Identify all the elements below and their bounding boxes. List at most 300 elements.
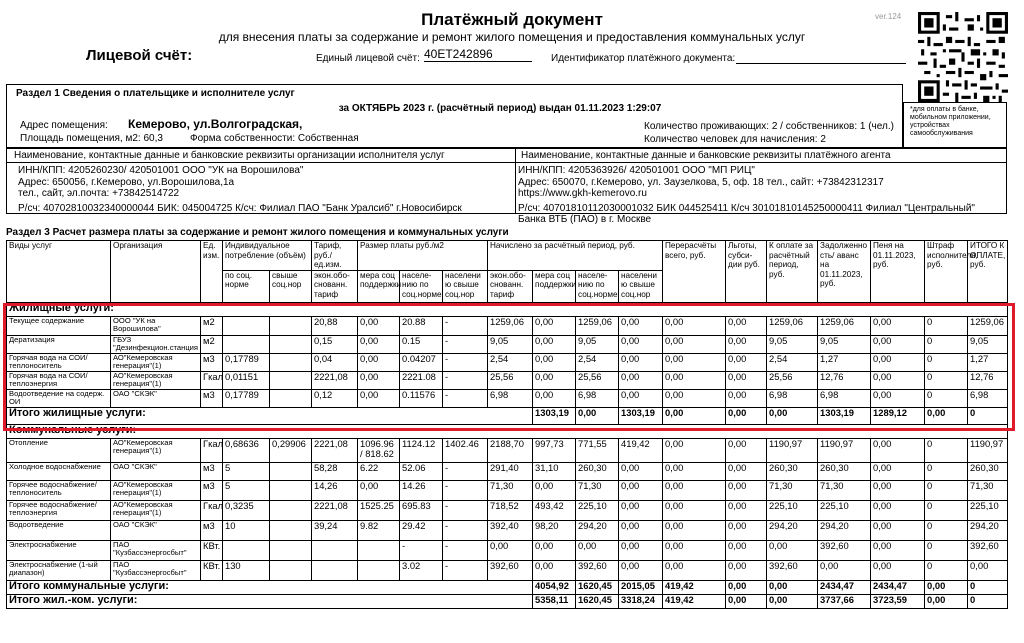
- header-payment-over: населени ю свыше соц.нор: [443, 270, 488, 302]
- cell-pover: -: [443, 353, 488, 371]
- cell-norm: 0,01151: [223, 371, 270, 389]
- cell-fine: 0: [925, 540, 968, 560]
- cell-recalc: 0,00: [663, 520, 726, 540]
- cell-asup: 0,00: [533, 540, 576, 560]
- header-indiv-over: свыше соц.нор: [270, 270, 312, 302]
- service-org: ОАО "СКЭК": [111, 520, 201, 540]
- cell-norm: [223, 540, 270, 560]
- requisites-header-line: [6, 162, 1007, 163]
- cell-recalc: 0,00: [663, 560, 726, 580]
- header-payment: Размер платы руб./м2: [358, 241, 488, 271]
- cell-pnorm: 20.88: [400, 316, 443, 335]
- cell-recalc: 0,00: [663, 540, 726, 560]
- table-row: [7, 540, 1008, 560]
- cell-norm: 0,3235: [223, 500, 270, 520]
- header-debt: Задолженно сть/ аванс на 01.11.2023, руб.: [818, 241, 871, 303]
- cell-asup: 997,73: [533, 438, 576, 462]
- service-name: Горячая вода на СОИ/теплоноситель: [7, 353, 111, 371]
- cell-support: 0,00: [358, 316, 400, 335]
- cell-benef: 0,00: [726, 560, 767, 580]
- total-label: Итого коммунальные услуги:: [7, 580, 533, 594]
- table-row: [7, 462, 1008, 480]
- agent-line: ИНН/КПП: 4205363926/ 420501001 ООО "МП РИЦ": [518, 165, 755, 176]
- cell-pover: -: [443, 389, 488, 407]
- cell-topay: 9,05: [767, 335, 818, 353]
- executor-details: [18, 165, 462, 214]
- agent-details: [518, 165, 975, 226]
- cell-support: 0,00: [358, 335, 400, 353]
- cell-support: 0,00: [358, 389, 400, 407]
- unified-account-value: 40ЕТ242896: [424, 47, 532, 62]
- service-unit: Гкал: [201, 500, 223, 520]
- cell-pover: -: [443, 540, 488, 560]
- cell-benef: 0,00: [726, 316, 767, 335]
- service-org: АО"Кемеровская генерация"(1): [111, 438, 201, 462]
- cell-total: 260,30: [968, 462, 1008, 480]
- cell-fine: 0: [925, 560, 968, 580]
- total-topay: 2434,47: [818, 580, 871, 594]
- cell-acc: 392,40: [488, 520, 533, 540]
- cell-tariff: 0,04: [312, 353, 358, 371]
- cell-pover: 1402.46: [443, 438, 488, 462]
- cell-pnorm: -: [400, 540, 443, 560]
- cell-norm: 5: [223, 480, 270, 500]
- cell-anorm: 2,54: [576, 353, 619, 371]
- cell-anorm: 260,30: [576, 462, 619, 480]
- total-label: Итого жилищные услуги:: [7, 407, 533, 424]
- header-accrued-over: населени ю свыше соц.нор: [619, 270, 663, 302]
- cell-anorm: 392,60: [576, 560, 619, 580]
- cell-debt: 294,20: [818, 520, 871, 540]
- header-tariff-econ: экон.обо-снованн. тариф: [312, 270, 358, 302]
- total-anorm: 3318,24: [619, 594, 663, 608]
- service-org: ГБУЗ "Дезинфекцион.станция: [111, 335, 201, 353]
- cell-pover: -: [443, 316, 488, 335]
- cell-pover: -: [443, 371, 488, 389]
- table-row: [7, 560, 1008, 580]
- cell-acc: 2188,70: [488, 438, 533, 462]
- cell-over: [270, 540, 312, 560]
- cell-debt: 392,60: [818, 540, 871, 560]
- cell-benef: 0,00: [726, 335, 767, 353]
- service-unit: м3: [201, 462, 223, 480]
- service-unit: м2: [201, 335, 223, 353]
- cell-asup: 0,00: [533, 480, 576, 500]
- cell-recalc: 0,00: [663, 438, 726, 462]
- cell-topay: 260,30: [767, 462, 818, 480]
- agent-line: Адрес: 650070, г.Кемерово, ул. Заузелкова, 5, оф. 18 тел., сайт: +73842312317: [518, 176, 884, 188]
- cell-pnorm: 695.83: [400, 500, 443, 520]
- cell-debt: 260,30: [818, 462, 871, 480]
- cell-asup: 0,00: [533, 371, 576, 389]
- cell-topay: 25,56: [767, 371, 818, 389]
- cell-topay: 225,10: [767, 500, 818, 520]
- total-aover: 0,00: [663, 407, 726, 424]
- cell-total: 1259,06: [968, 316, 1008, 335]
- service-org: АО"Кемеровская генерация"(1): [111, 500, 201, 520]
- cell-asup: 0,00: [533, 353, 576, 371]
- cell-norm: 0,17789: [223, 353, 270, 371]
- header-recalc: Перерасчёты всего, руб.: [663, 241, 726, 303]
- total-label: Итого жил.-ком. услуги:: [7, 594, 533, 608]
- executor-heading: Наименование, контактные данные и банковские реквизиты организации исполнителя услуг: [14, 150, 445, 161]
- cell-over: [270, 480, 312, 500]
- cell-recalc: 0,00: [663, 389, 726, 407]
- cell-aover: 0,00: [619, 560, 663, 580]
- table-row: [7, 500, 1008, 520]
- cell-tariff: 39,24: [312, 520, 358, 540]
- table-row: [7, 480, 1008, 500]
- service-org: ООО "УК на Ворошилова": [111, 316, 201, 335]
- cell-acc: 2,54: [488, 353, 533, 371]
- area-info: Площадь помещения, м2: 60,3: [20, 133, 163, 144]
- total-anorm: 1303,19: [619, 407, 663, 424]
- cell-topay: 71,30: [767, 480, 818, 500]
- total-topay: 3737,66: [818, 594, 871, 608]
- utility-group-title: Коммунальные услуги:: [7, 424, 1008, 438]
- header-benefits: Льготы, субси-дии руб.: [726, 241, 767, 303]
- cell-topay: 392,60: [767, 560, 818, 580]
- service-name: Водоотведение: [7, 520, 111, 540]
- header-accrued-support: мера соц поддержки: [533, 270, 576, 302]
- cell-anorm: 1259,06: [576, 316, 619, 335]
- total-benef: 0,00: [767, 580, 818, 594]
- service-unit: Гкал: [201, 438, 223, 462]
- cell-recalc: 0,00: [663, 480, 726, 500]
- cell-aover: 0,00: [619, 540, 663, 560]
- cell-fine: 0: [925, 316, 968, 335]
- service-name: Текущее содержание: [7, 316, 111, 335]
- cell-anorm: 6,98: [576, 389, 619, 407]
- total-aover: 419,42: [663, 580, 726, 594]
- header-accrued-econ: экон.обо-снованн. тариф: [488, 270, 533, 302]
- cell-acc: 9,05: [488, 335, 533, 353]
- cell-aover: 0,00: [619, 316, 663, 335]
- total-fine: 0: [968, 580, 1008, 594]
- cell-pen: 0,00: [871, 438, 925, 462]
- cell-tariff: 58,28: [312, 462, 358, 480]
- cell-pnorm: 0.04207: [400, 353, 443, 371]
- unified-account-label: Единый лицевой счёт:: [316, 53, 420, 64]
- cell-total: 1,27: [968, 353, 1008, 371]
- cell-support: [358, 540, 400, 560]
- header-indiv-norm: по соц. норме: [223, 270, 270, 302]
- executor-line: ИНН/КПП: 4205260230/ 420501001 ООО "УК на Ворошилова": [18, 165, 304, 176]
- executor-line: Р/сч: 40702810032340000044 БИК: 045004725 К/сч: Филиал ПАО "Банк Уралсиб" г.Новосибирск: [18, 202, 462, 214]
- cell-tariff: 2221,08: [312, 500, 358, 520]
- cell-over: [270, 560, 312, 580]
- cell-pover: -: [443, 480, 488, 500]
- cell-debt: 9,05: [818, 335, 871, 353]
- address-label: Адрес помещения:: [20, 120, 108, 131]
- total-asup: 1620,45: [576, 580, 619, 594]
- cell-topay: 294,20: [767, 520, 818, 540]
- cell-aover: 0,00: [619, 335, 663, 353]
- service-org: ПАО "Кузбассэнергосбыт": [111, 540, 201, 560]
- service-name: Электроснабжение: [7, 540, 111, 560]
- service-name: Отопление: [7, 438, 111, 462]
- total-debt: 2434,47: [871, 580, 925, 594]
- agent-line: Банка ВТБ (ПАО) в г. Москве: [518, 214, 652, 225]
- cell-asup: 0,00: [533, 560, 576, 580]
- payment-id-line: [736, 63, 906, 64]
- cell-acc: 718,52: [488, 500, 533, 520]
- residents-info: Количество проживающих: 2 / собственников: 1 (чел.): [644, 121, 894, 132]
- total-fine: 0: [968, 594, 1008, 608]
- cell-acc: 0,00: [488, 540, 533, 560]
- cell-debt: 12,76: [818, 371, 871, 389]
- cell-anorm: 294,20: [576, 520, 619, 540]
- cell-total: 71,30: [968, 480, 1008, 500]
- cell-recalc: 0,00: [663, 462, 726, 480]
- header-tariff: Тариф, руб./ед.изм.: [312, 241, 358, 271]
- cell-tariff: 0,15: [312, 335, 358, 353]
- total-acc: 1303,19: [533, 407, 576, 424]
- cell-over: [270, 500, 312, 520]
- qr-code-icon: [918, 12, 1008, 102]
- total-pen: 0,00: [925, 580, 968, 594]
- total-asup: 0,00: [576, 407, 619, 424]
- cell-tariff: 0,12: [312, 389, 358, 407]
- service-org: АО"Кемеровская генерация"(1): [111, 371, 201, 389]
- header-service: Виды услуг: [7, 241, 111, 303]
- ownership-info: Форма собственности: Собственная: [190, 133, 359, 144]
- cell-support: 0,00: [358, 371, 400, 389]
- header-payment-support: мера соц поддержки: [358, 270, 400, 302]
- total-anorm: 2015,05: [619, 580, 663, 594]
- cell-pen: 0,00: [871, 389, 925, 407]
- header-accrued-norm: населе-нию по соц.норме: [576, 270, 619, 302]
- cell-recalc: 0,00: [663, 500, 726, 520]
- service-unit: КВт.: [201, 540, 223, 560]
- cell-support: 0,00: [358, 480, 400, 500]
- document-subtitle: для внесения платы за содержание и ремонт жилого помещения и предоставления коммунальных услуг: [218, 30, 806, 44]
- cell-total: 0,00: [968, 560, 1008, 580]
- cell-aover: 0,00: [619, 500, 663, 520]
- service-unit: м3: [201, 520, 223, 540]
- service-org: ОАО "СКЭК": [111, 462, 201, 480]
- total-aover: 419,42: [663, 594, 726, 608]
- cell-pen: 0,00: [871, 520, 925, 540]
- version-label: ver.124: [875, 12, 902, 21]
- total-topay: 1303,19: [818, 407, 871, 424]
- cell-pen: 0,00: [871, 500, 925, 520]
- service-unit: КВт.: [201, 560, 223, 580]
- cell-benef: 0,00: [726, 438, 767, 462]
- cell-pnorm: 1124.12: [400, 438, 443, 462]
- cell-norm: 130: [223, 560, 270, 580]
- cell-support: 1525.25: [358, 500, 400, 520]
- cell-acc: 6,98: [488, 389, 533, 407]
- cell-anorm: 225,10: [576, 500, 619, 520]
- cell-pnorm: 0.15: [400, 335, 443, 353]
- address-value: Кемерово, ул.Волгоградская,: [128, 117, 303, 131]
- header-to-pay: К оплате за расчётный период, руб.: [767, 241, 818, 303]
- cell-fine: 0: [925, 353, 968, 371]
- service-unit: м3: [201, 389, 223, 407]
- cell-support: 9.82: [358, 520, 400, 540]
- header-fine: Штраф исполнителя, руб.: [925, 241, 968, 303]
- cell-pen: 0,00: [871, 462, 925, 480]
- header-unit: Ед. изм.: [201, 241, 223, 303]
- cell-aover: 0,00: [619, 371, 663, 389]
- cell-fine: 0: [925, 462, 968, 480]
- service-name: Электроснабжение (1-ый диапазон): [7, 560, 111, 580]
- cell-total: 225,10: [968, 500, 1008, 520]
- cell-aover: 0,00: [619, 480, 663, 500]
- service-org: ПАО "Кузбассэнергосбыт": [111, 560, 201, 580]
- cell-benef: 0,00: [726, 371, 767, 389]
- header-payment-norm: населе-нию по соц.норме: [400, 270, 443, 302]
- cell-norm: 5: [223, 462, 270, 480]
- cell-debt: 6,98: [818, 389, 871, 407]
- cell-debt: 1190,97: [818, 438, 871, 462]
- cell-topay: 1259,06: [767, 316, 818, 335]
- service-unit: м3: [201, 353, 223, 371]
- cell-aover: 0,00: [619, 353, 663, 371]
- service-unit: м2: [201, 316, 223, 335]
- cell-total: 9,05: [968, 335, 1008, 353]
- agent-line: https://www.gkh-kemerovo.ru: [518, 188, 647, 199]
- table-row: [7, 438, 1008, 462]
- cell-norm: 0,68636: [223, 438, 270, 462]
- highlight-box: [3, 303, 1015, 431]
- agent-line: Р/сч: 40701810112030001032 БИК 044525411 К/сч 30101810145250000411 Филиал "Центральный": [518, 202, 975, 214]
- cell-support: 6.22: [358, 462, 400, 480]
- service-name: Горячее водоснабжение/теплоэнергия: [7, 500, 111, 520]
- cell-debt: 71,30: [818, 480, 871, 500]
- cell-total: 12,76: [968, 371, 1008, 389]
- executor-line: тел., сайт, эл.почта: +73842514722: [18, 188, 180, 199]
- cell-pen: 0,00: [871, 316, 925, 335]
- cell-tariff: 2221,08: [312, 371, 358, 389]
- service-name: Холодное водоснабжение: [7, 462, 111, 480]
- cell-acc: 392,60: [488, 560, 533, 580]
- cell-topay: 1190,97: [767, 438, 818, 462]
- total-recalc: 0,00: [726, 407, 767, 424]
- header-accrued: Начислено за расчётный период, руб.: [488, 241, 663, 271]
- cell-fine: 0: [925, 500, 968, 520]
- agent-heading: Наименование, контактные данные и банковские реквизиты платёжного агента: [521, 150, 891, 161]
- cell-benef: 0,00: [726, 480, 767, 500]
- cell-acc: 291,40: [488, 462, 533, 480]
- service-unit: Гкал: [201, 371, 223, 389]
- service-org: АО"Кемеровская генерация"(1): [111, 353, 201, 371]
- executor-line: Адрес: 650056, г.Кемерово, ул.Ворошилова,1а: [18, 176, 235, 188]
- cell-recalc: 0,00: [663, 316, 726, 335]
- header-penalty: Пеня на 01.11.2023, руб.: [871, 241, 925, 303]
- total-acc: 4054,92: [533, 580, 576, 594]
- cell-over: 0,29906: [270, 438, 312, 462]
- total-benef: 0,00: [767, 407, 818, 424]
- cell-over: [270, 462, 312, 480]
- cell-debt: 225,10: [818, 500, 871, 520]
- cell-total: 294,20: [968, 520, 1008, 540]
- cell-asup: 0,00: [533, 389, 576, 407]
- cell-fine: 0: [925, 520, 968, 540]
- cell-fine: 0: [925, 389, 968, 407]
- cell-pen: 0,00: [871, 560, 925, 580]
- total-asup: 1620,45: [576, 594, 619, 608]
- cell-asup: 493,42: [533, 500, 576, 520]
- cell-acc: 71,30: [488, 480, 533, 500]
- cell-benef: 0,00: [726, 389, 767, 407]
- cell-asup: 0,00: [533, 316, 576, 335]
- cell-asup: 0,00: [533, 335, 576, 353]
- cell-support: 1096.96 / 818.62: [358, 438, 400, 462]
- cell-anorm: 25,56: [576, 371, 619, 389]
- billing-period: за ОКТЯБРЬ 2023 г. (расчётный период) выдан 01.11.2023 1:29:07: [338, 103, 662, 114]
- cell-norm: 0,17789: [223, 389, 270, 407]
- cell-fine: 0: [925, 371, 968, 389]
- service-name: Горячая вода на СОИ/теплоэнергия: [7, 371, 111, 389]
- cell-total: 1190,97: [968, 438, 1008, 462]
- cell-pnorm: 52.06: [400, 462, 443, 480]
- cell-support: 0,00: [358, 353, 400, 371]
- cell-total: 392,60: [968, 540, 1008, 560]
- cell-fine: 0: [925, 335, 968, 353]
- cell-pover: -: [443, 560, 488, 580]
- cell-pnorm: 14.26: [400, 480, 443, 500]
- cell-benef: 0,00: [726, 540, 767, 560]
- cell-topay: 6,98: [767, 389, 818, 407]
- payment-note: *для оплаты в банке, мобильном приложении, устройствах самообслуживания: [910, 106, 991, 137]
- housing-group-title: Жилищные услуги:: [7, 302, 1008, 316]
- service-name: Водоотведение на содерж. ОИ: [7, 389, 111, 407]
- total-pen: 0,00: [925, 407, 968, 424]
- cell-asup: 98,20: [533, 520, 576, 540]
- total-recalc: 0,00: [726, 580, 767, 594]
- header-org: Организация: [111, 241, 201, 303]
- total-recalc: 0,00: [726, 594, 767, 608]
- cell-norm: 10: [223, 520, 270, 540]
- cell-tariff: 2221,08: [312, 438, 358, 462]
- cell-pen: 0,00: [871, 335, 925, 353]
- cell-fine: 0: [925, 438, 968, 462]
- total-acc: 5358,11: [533, 594, 576, 608]
- header-total: ИТОГО К ОПЛАТЕ, руб.: [968, 241, 1008, 303]
- section3-title: Раздел 3 Расчет размера платы за содержание и ремонт жилого помещения и коммунальных услуги: [6, 227, 509, 238]
- header-individual: Индивидуальное потребление (объём): [223, 241, 312, 271]
- service-org: АО"Кемеровская генерация"(1): [111, 480, 201, 500]
- cell-pover: -: [443, 520, 488, 540]
- cell-aover: 419,42: [619, 438, 663, 462]
- cell-aover: 0,00: [619, 520, 663, 540]
- cell-pnorm: 3.02: [400, 560, 443, 580]
- cell-pen: 0,00: [871, 540, 925, 560]
- total-fine: 0: [968, 407, 1008, 424]
- cell-pnorm: 29.42: [400, 520, 443, 540]
- cell-tariff: 20,88: [312, 316, 358, 335]
- total-debt: 1289,12: [871, 407, 925, 424]
- cell-pnorm: 0.11576: [400, 389, 443, 407]
- cell-fine: 0: [925, 480, 968, 500]
- cell-pen: 0,00: [871, 371, 925, 389]
- cell-anorm: 9,05: [576, 335, 619, 353]
- cell-tariff: 14,26: [312, 480, 358, 500]
- total-benef: 0,00: [767, 594, 818, 608]
- cell-acc: 1259,06: [488, 316, 533, 335]
- cell-aover: 0,00: [619, 462, 663, 480]
- cell-recalc: 0,00: [663, 353, 726, 371]
- payment-id-label: Идентификатор платёжного документа:: [551, 53, 736, 64]
- persons-info: Количество человек для начисления: 2: [644, 134, 826, 145]
- cell-total: 6,98: [968, 389, 1008, 407]
- service-name: Дератизация: [7, 335, 111, 353]
- cell-asup: 31,10: [533, 462, 576, 480]
- cell-debt: 1259,06: [818, 316, 871, 335]
- cell-support: [358, 560, 400, 580]
